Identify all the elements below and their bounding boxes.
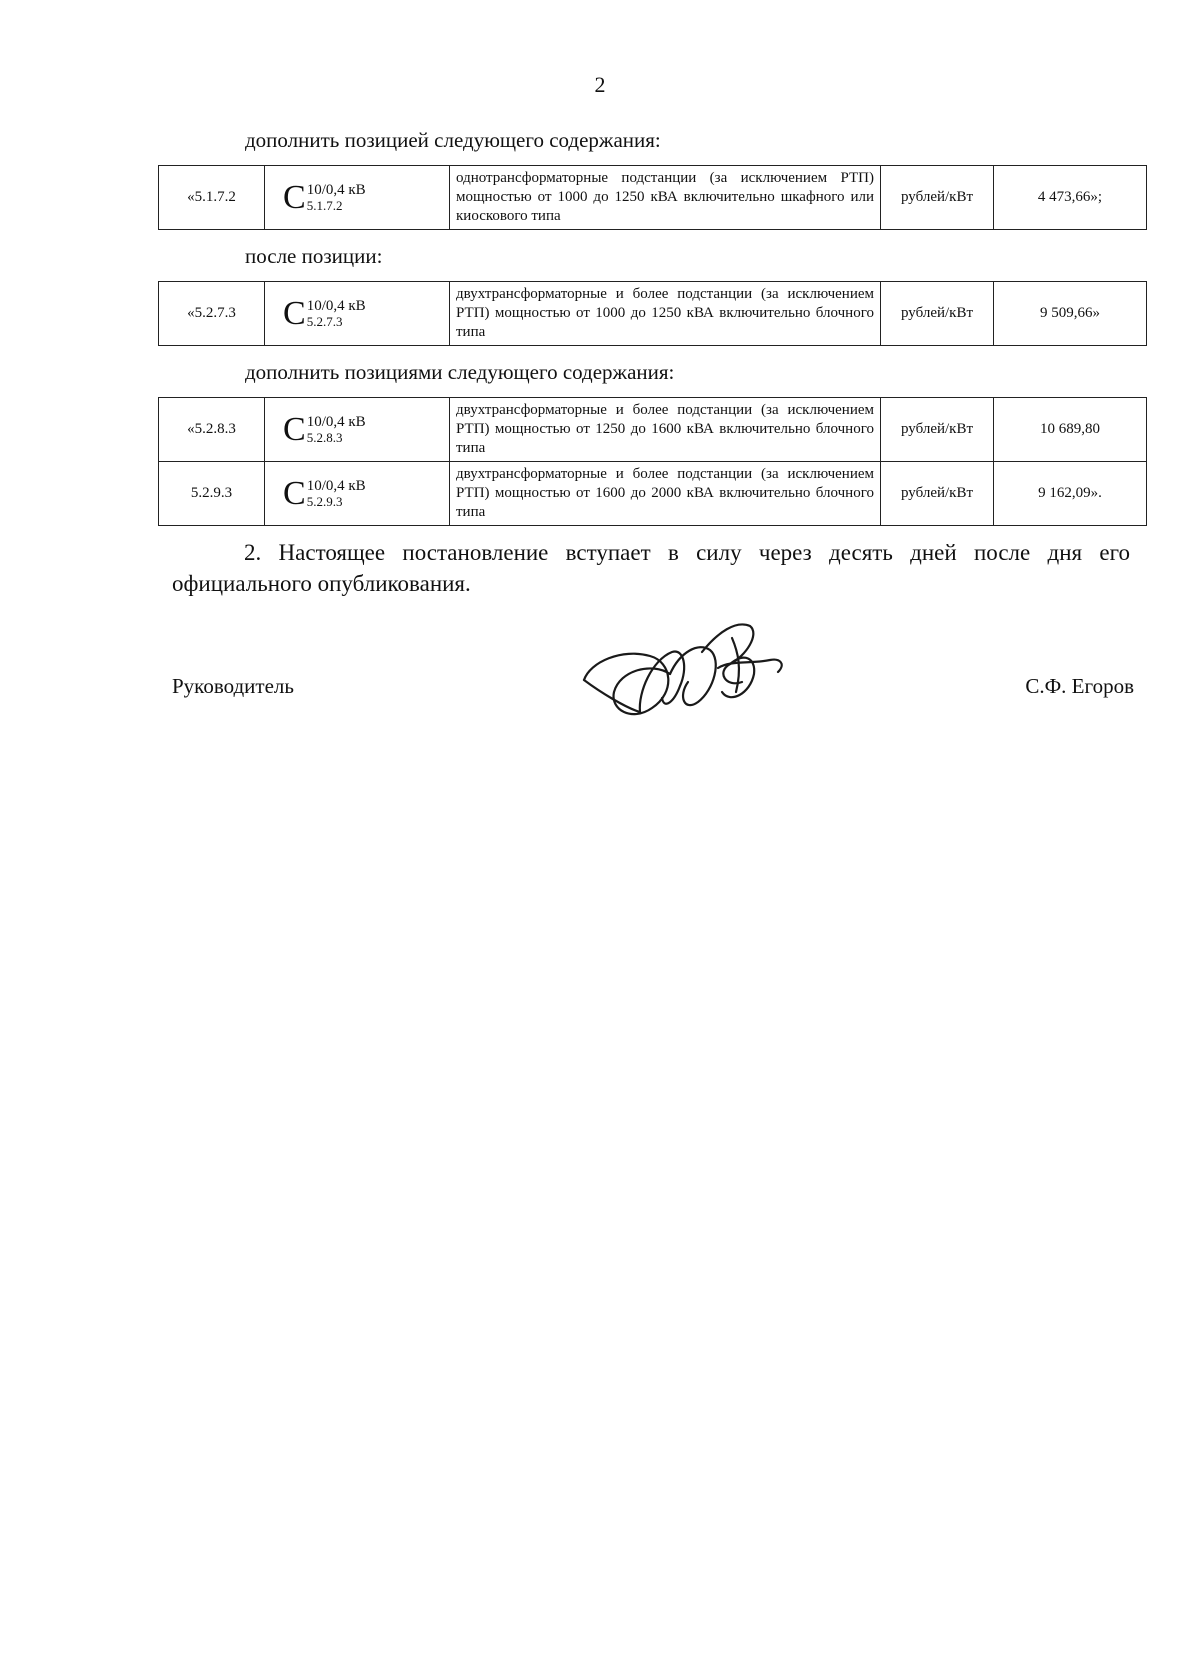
intro-text-1: дополнить позицией следующего содержания:: [245, 128, 661, 152]
page-number: 2: [594, 72, 606, 97]
tariff-table-2: [158, 281, 1147, 346]
row-description: однотрансформаторные подстанции (за исключением РТП) мощностью от 1000 до 1250 кВА включительно шкафного или киоскового типа: [450, 166, 881, 230]
row-description: двухтрансформаторные и более подстанции (за исключением РТП) мощностью от 1600 до 2000 кВА включительно блочного типа: [450, 462, 881, 526]
row-unit: рублей/кВт: [881, 462, 994, 526]
row-formula: C 10/0,4 кВ 5.1.7.2: [265, 166, 450, 230]
table-row: [159, 282, 1147, 346]
paragraph-2: 2. Настоящее постановление вступает в силу через десять дней после дня его официального опубликования.: [172, 540, 1130, 596]
row-unit: рублей/кВт: [881, 282, 994, 346]
row-value: 9 509,66»: [994, 282, 1147, 346]
tariff-table-3: [158, 397, 1147, 526]
row-value: 10 689,80: [994, 398, 1147, 462]
row-code: 5.2.9.3: [159, 462, 265, 526]
row-description: двухтрансформаторные и более подстанции (за исключением РТП) мощностью от 1000 до 1250 кВА включительно блочного типа: [450, 282, 881, 346]
row-formula: C 10/0,4 кВ 5.2.8.3: [265, 398, 450, 462]
row-unit: рублей/кВт: [881, 398, 994, 462]
row-code: «5.1.7.2: [159, 166, 265, 230]
row-code: «5.2.8.3: [159, 398, 265, 462]
tariff-table-1: [158, 165, 1147, 230]
signer-title: Руководитель: [172, 674, 294, 698]
signature-image: [580, 612, 790, 732]
row-formula: C 10/0,4 кВ 5.2.9.3: [265, 462, 450, 526]
row-formula: C 10/0,4 кВ 5.2.7.3: [265, 282, 450, 346]
table-row: [159, 462, 1147, 526]
table-row: [159, 398, 1147, 462]
row-value: 4 473,66»;: [994, 166, 1147, 230]
row-code: «5.2.7.3: [159, 282, 265, 346]
signer-name: С.Ф. Егоров: [1025, 674, 1134, 698]
row-value: 9 162,09».: [994, 462, 1147, 526]
table-row: [159, 166, 1147, 230]
intro-text-2: после позиции:: [245, 244, 383, 268]
row-unit: рублей/кВт: [881, 166, 994, 230]
intro-text-3: дополнить позициями следующего содержания:: [245, 360, 675, 384]
row-description: двухтрансформаторные и более подстанции (за исключением РТП) мощностью от 1250 до 1600 кВА включительно блочного типа: [450, 398, 881, 462]
